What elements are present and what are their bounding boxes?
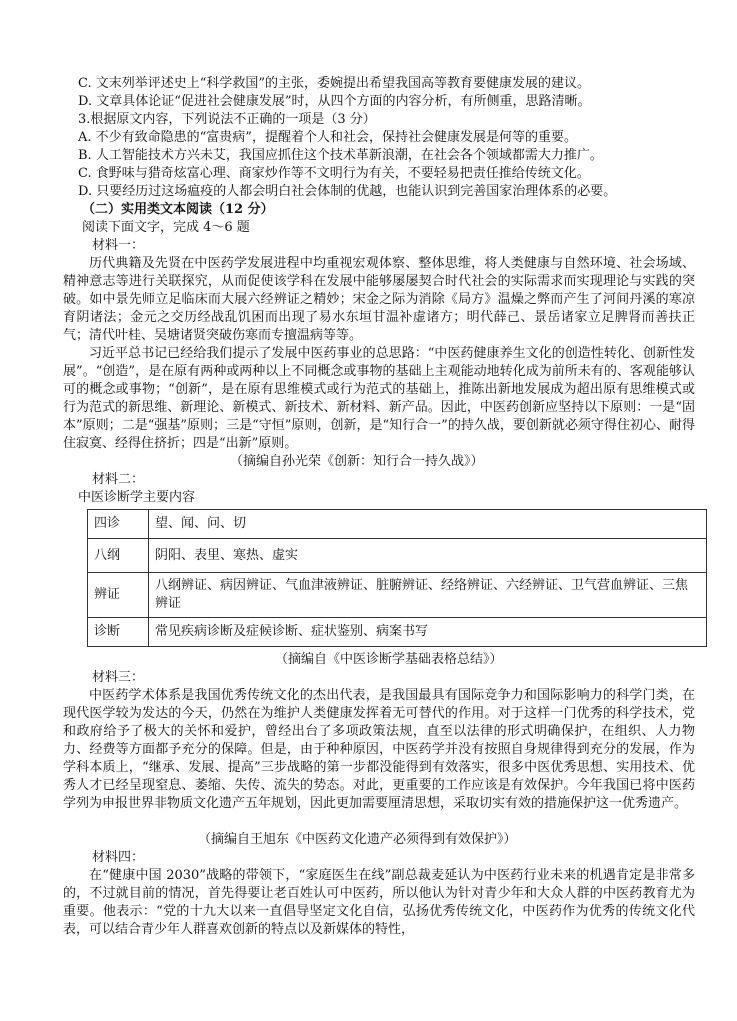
material-2-label: 材料二：	[92, 472, 145, 487]
table-row	[88, 573, 707, 618]
table-cell-name: 辨证	[88, 573, 149, 618]
table-row	[88, 539, 707, 573]
material-1-paragraph-1: 历代典籍及先贤在中医药学发展进程中均重视宏观体察、整体思维，将人类健康与自然环境、社会场域、精神意志等进行关联探究，从而促使该学科在发展中能够屡屡契合时代社会的实际需求而实现理论与实践的突破。如中景先师立足临床而大展六经辨证之精妙；宋金之际为消除《局方》温燥之弊而产生了河间丹溪的寒凉育阴诸法；金元之交历经战乱饥困而出现了易水东垣甘温补虚诸方；明代薛己、景岳诸家立足脾肾而善扶正气；清代叶桂、吴塘诸贤突破伤寒而专擅温病等等。	[63, 256, 695, 343]
table-title: 中医诊断学主要内容	[78, 490, 196, 505]
material-1-paragraph-2: 习近平总书记已经给我们提示了发展中医药事业的总思路：“中医药健康养生文化的创造性转化、创新性发展”。“创造”，是在原有两种或两种以上不同概念或事物的基础上主观能动地转化成为前所未有的、客观能够认可的概念或事物；“创新”，是在原有思维模式或行为范式的基础上，推陈出新地发展成为超出原有思维模式或行为范式的新思维、新理论、新模式、新技术、新材料、新产品。因此，中医药创新应坚持以下原则：一是“固本”原则；二是“强基”原则；三是“守恒”原则，创新，是“知行合一”的持久战，要创新就必须守得住初心、耐得住寂寞、经得住挤折；四是“出新”原则。	[63, 346, 695, 451]
question-3-option-b: B. 人工智能技术方兴未艾，我国应抓住这个技术革新浪潮，在社会各个领域都需大力推广。	[78, 148, 603, 163]
question-3-option-d: D. 只要经历过这场瘟疫的人都会明白社会体制的优越，也能认识到完善国家治理体系的必要。	[78, 184, 617, 199]
table-cell-name: 四诊	[88, 510, 149, 539]
material-1-source: （摘编自孙光荣《创新：知行合一持久战》）	[230, 454, 484, 469]
material-4-paragraph: 在“健康中国 2030”战略的带领下，“家庭医生在线”副总裁麦延认为中医药行业未来的机遇肯定是非常多的，不过就目前的情况，首先得要让老百姓认可中医药，所以他认为针对青少年和大众人群的中医药教育尤为重要。他表示：“党的十九大以来一直倡导坚定文化自信，弘扬优秀传统文化，中医药作为优秀的传统文化代表，可以结合青少年人群喜欢创新的特点以及新媒体的特性，	[63, 868, 695, 937]
material-4-label: 材料四：	[92, 850, 145, 865]
material-3-paragraph: 中医药学术体系是我国优秀传统文化的杰出代表，是我国最具有国际竞争力和国际影响力的科学门类，在现代医学较为发达的今天，仍然在为维护人类健康发挥着无可替代的作用。对于这样一门优秀的科学技术，党和政府给予了极大的关怀和爱护，曾经出台了多项政策法规，直至以法律的形式明确保护，在组织、人力物力、经费等方面都予充分的保障。但是，由于种种原因，中医药学并没有按照自身规律得到充分的发展，作为学科本质上，“继承、发展、提高”三步战略的第一步都没能得到有效落实，很多中医优秀思想、实用技术、优秀人才已经呈现窒息、萎缩、失传、流失的势态。对此，更重要的工作应该是有效保护。今年我国已将中医药学列为申报世界非物质文化遗产五年规划，因此更加需要厘清思想，采取切实有效的措施保护这一优秀遗产。	[63, 688, 695, 811]
question-3: 3.根据原文内容，下列说法不正确的一项是（3 分）	[78, 112, 376, 127]
option-d-previous: D. 文章具体论证“促进社会健康发展”时，从四个方面的内容分析，有所侧重，思路清晰。	[78, 94, 591, 109]
option-c-previous: C. 文末列举评述史上“科学救国”的主张，委婉提出希望我国高等教育要健康发展的建议。	[78, 76, 591, 91]
table-cell-content: 八纲辨证、病因辨证、气血津液辨证、脏腑辨证、经络辨证、六经辨证、卫气营血辨证、三焦辨证	[149, 573, 707, 618]
diagnosis-table	[87, 509, 707, 647]
section-title: （二）实用类文本阅读（12 分）	[82, 202, 274, 217]
table-cell-content: 常见疾病诊断及症候诊断、症状鉴别、病案书写	[149, 618, 707, 647]
material-1-label: 材料一：	[92, 238, 145, 253]
table-cell-name: 诊断	[88, 618, 149, 647]
material-3-label: 材料三：	[92, 670, 145, 685]
section-instruction: 阅读下面文字，完成 4～6 题	[82, 220, 250, 235]
table-cell-name: 八纲	[88, 539, 149, 573]
question-3-option-a: A. 不少有致命隐患的“富贵病”，提醒着个人和社会，保持社会健康发展是何等的重要。	[78, 130, 577, 145]
material-3-source: （摘编自王旭东《中医药文化遗产必须得到有效保护》）	[198, 832, 517, 847]
question-3-option-c: C. 食野味与猎奇炫富心理、商家炒作等不文明行为有关，不要轻易把责任推给传统文化。	[78, 166, 590, 181]
material-2-source: （摘编自《中医诊断学基础表格总结》）	[275, 652, 503, 667]
table-cell-content: 望、闻、问、切	[149, 510, 707, 539]
table-row	[88, 510, 707, 539]
table-cell-content: 阴阳、表里、寒热、虚实	[149, 539, 707, 573]
table-row	[88, 618, 707, 647]
